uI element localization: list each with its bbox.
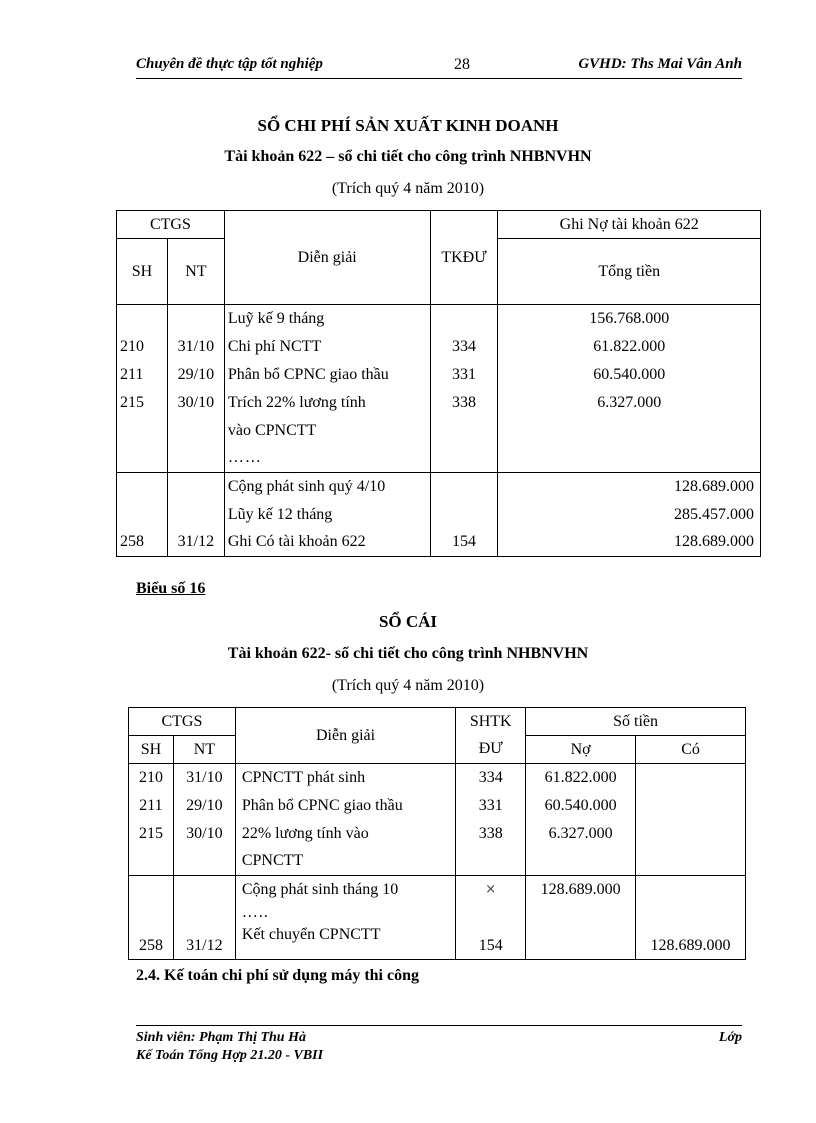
opening-desc: Luỹ kế 9 tháng (224, 305, 430, 333)
total-desc: Cộng phát sinh tháng 10 (235, 876, 455, 904)
row-desc: CPNCTT phát sinh (235, 764, 455, 792)
table-cell (636, 904, 746, 926)
row-nt: 30/10 (167, 389, 224, 417)
table-row (117, 361, 761, 389)
row-tk: 331 (430, 361, 498, 389)
row-desc: Phân bổ CPNC giao thầu (235, 792, 455, 820)
table-cell (430, 445, 498, 473)
table-cell (129, 848, 174, 876)
col-so-tien: Số tiền (526, 708, 746, 736)
section-heading: 2.4. Kế toán chi phí sử dụng máy thi công (136, 967, 419, 984)
row-sh: 210 (117, 333, 168, 361)
row-amount: 128.689.000 (498, 529, 761, 557)
table-row (117, 501, 761, 529)
row-credit (636, 764, 746, 792)
row-sh (117, 501, 168, 529)
table-row (117, 333, 761, 361)
row-amount: 61.822.000 (498, 333, 761, 361)
row-tk (430, 501, 498, 529)
page-footer (136, 1025, 742, 1063)
row-debit: 6.327.000 (526, 820, 636, 848)
ellipsis: …… (224, 445, 430, 473)
supervisor: GVHD: Ths Mai Vân Anh (578, 56, 742, 72)
col-no: Nợ (526, 736, 636, 764)
col-dien-giai: Diễn giải (235, 708, 455, 764)
row-nt: 31/12 (167, 529, 224, 557)
row-sh: 258 (129, 926, 174, 960)
row-tk: 331 (456, 792, 526, 820)
table-cell (526, 904, 636, 926)
table-cell (456, 848, 526, 876)
table-cell (129, 904, 174, 926)
row-sh: 210 (129, 764, 174, 792)
row-nt: 31/12 (173, 926, 235, 960)
row-desc: Chi phí NCTT (224, 333, 430, 361)
row-nt (167, 501, 224, 529)
row-amount: 60.540.000 (498, 361, 761, 389)
table-cell (173, 876, 235, 904)
ledger2-period: (Trích quý 4 năm 2010) (331, 677, 485, 694)
table-cell (167, 445, 224, 473)
row-desc: Cộng phát sinh quý 4/10 (224, 473, 430, 501)
row-credit (636, 792, 746, 820)
table-cell (526, 848, 636, 876)
ledger2-title: SỔ CÁI (378, 612, 438, 631)
table-row (117, 529, 761, 557)
row-desc: Lũy kế 12 tháng (224, 501, 430, 529)
row-desc: Trích 22% lương tính (224, 389, 430, 417)
col-dien-giai: Diễn giải (224, 211, 430, 305)
col-sh: SH (117, 239, 168, 305)
row-debit: 60.540.000 (526, 792, 636, 820)
ellipsis: ….. (235, 904, 455, 926)
col-du: ĐƯ (456, 736, 526, 764)
table-row (129, 820, 746, 848)
table-cell (173, 848, 235, 876)
row-nt: 31/10 (173, 764, 235, 792)
table-cell (430, 305, 498, 333)
row-credit: 128.689.000 (636, 926, 746, 960)
col-nt: NT (167, 239, 224, 305)
table-cell (117, 417, 168, 445)
document-title: Chuyên đề thực tập tốt nghiệp (136, 56, 323, 72)
page-header (136, 56, 742, 79)
row-tk: 154 (430, 529, 498, 557)
table-row (117, 389, 761, 417)
table-cell (498, 417, 761, 445)
row-debit: 61.822.000 (526, 764, 636, 792)
class-label: Lớp (718, 1030, 742, 1045)
ledger1-subtitle: Tài khoản 622 – sổ chi tiết cho công trình NHBNVHN (224, 148, 592, 165)
ledger2-subtitle: Tài khoản 622- sổ chi tiết cho công trình NHBNVHN (227, 645, 589, 662)
row-nt: 29/10 (167, 361, 224, 389)
row-desc-continuation: CPNCTT (235, 848, 455, 876)
table-cell (636, 848, 746, 876)
opening-amount: 156.768.000 (498, 305, 761, 333)
table-cell (636, 876, 746, 904)
general-ledger-table (128, 707, 746, 960)
col-tong-tien: Tổng tiền (498, 239, 761, 305)
table-cell (456, 904, 526, 926)
row-amount: 285.457.000 (498, 501, 761, 529)
row-tk: 338 (430, 389, 498, 417)
ledger1-period: (Trích quý 4 năm 2010) (331, 180, 485, 197)
table-cell (430, 417, 498, 445)
row-debit (526, 926, 636, 960)
table-cell (167, 417, 224, 445)
row-nt: 31/10 (167, 333, 224, 361)
ledger1-title: SỔ CHI PHÍ SẢN XUẤT KINH DOANH (257, 116, 559, 135)
table-row (129, 792, 746, 820)
row-sh: 215 (129, 820, 174, 848)
page-number: 28 (454, 56, 470, 73)
row-sh (117, 473, 168, 501)
row-desc: Ghi Có tài khoản 622 (224, 529, 430, 557)
row-amount: 6.327.000 (498, 389, 761, 417)
row-tk: 154 (456, 926, 526, 960)
col-sh: SH (129, 736, 174, 764)
row-tk: 338 (456, 820, 526, 848)
row-sh: 211 (129, 792, 174, 820)
row-sh: 215 (117, 389, 168, 417)
table-cell (129, 876, 174, 904)
row-nt (167, 473, 224, 501)
row-tk (430, 473, 498, 501)
row-sh: 211 (117, 361, 168, 389)
col-ctgs: CTGS (117, 211, 225, 239)
table-cell (117, 445, 168, 473)
row-amount: 128.689.000 (498, 473, 761, 501)
row-desc: Kết chuyển CPNCTT (235, 926, 455, 960)
table-row (117, 473, 761, 501)
row-tk: 334 (430, 333, 498, 361)
exhibit-label: Biểu số 16 (136, 580, 206, 597)
table-cell (167, 305, 224, 333)
col-nt: NT (173, 736, 235, 764)
col-ghi-no: Ghi Nợ tài khoản 622 (498, 211, 761, 239)
table-cell (173, 904, 235, 926)
student-name: Sinh viên: Phạm Thị Thu Hà (136, 1030, 306, 1045)
production-cost-ledger-table (116, 210, 761, 557)
table-row (129, 876, 746, 904)
row-credit (636, 820, 746, 848)
total-tk-mark: × (456, 876, 526, 904)
col-ctgs: CTGS (129, 708, 236, 736)
table-row (129, 926, 746, 960)
table-cell (117, 305, 168, 333)
table-cell (498, 445, 761, 473)
table-row (129, 764, 746, 792)
row-nt: 29/10 (173, 792, 235, 820)
row-nt: 30/10 (173, 820, 235, 848)
row-desc: 22% lương tính vào (235, 820, 455, 848)
row-desc-continuation: vào CPNCTT (224, 417, 430, 445)
row-desc: Phân bổ CPNC giao thầu (224, 361, 430, 389)
class-name: Kế Toán Tổng Hợp 21.20 - VBII (136, 1048, 324, 1063)
col-co: Có (636, 736, 746, 764)
total-debit: 128.689.000 (526, 876, 636, 904)
col-tkdu: TKĐƯ (430, 211, 498, 305)
row-sh: 258 (117, 529, 168, 557)
col-shtk: SHTK (456, 708, 526, 736)
row-tk: 334 (456, 764, 526, 792)
